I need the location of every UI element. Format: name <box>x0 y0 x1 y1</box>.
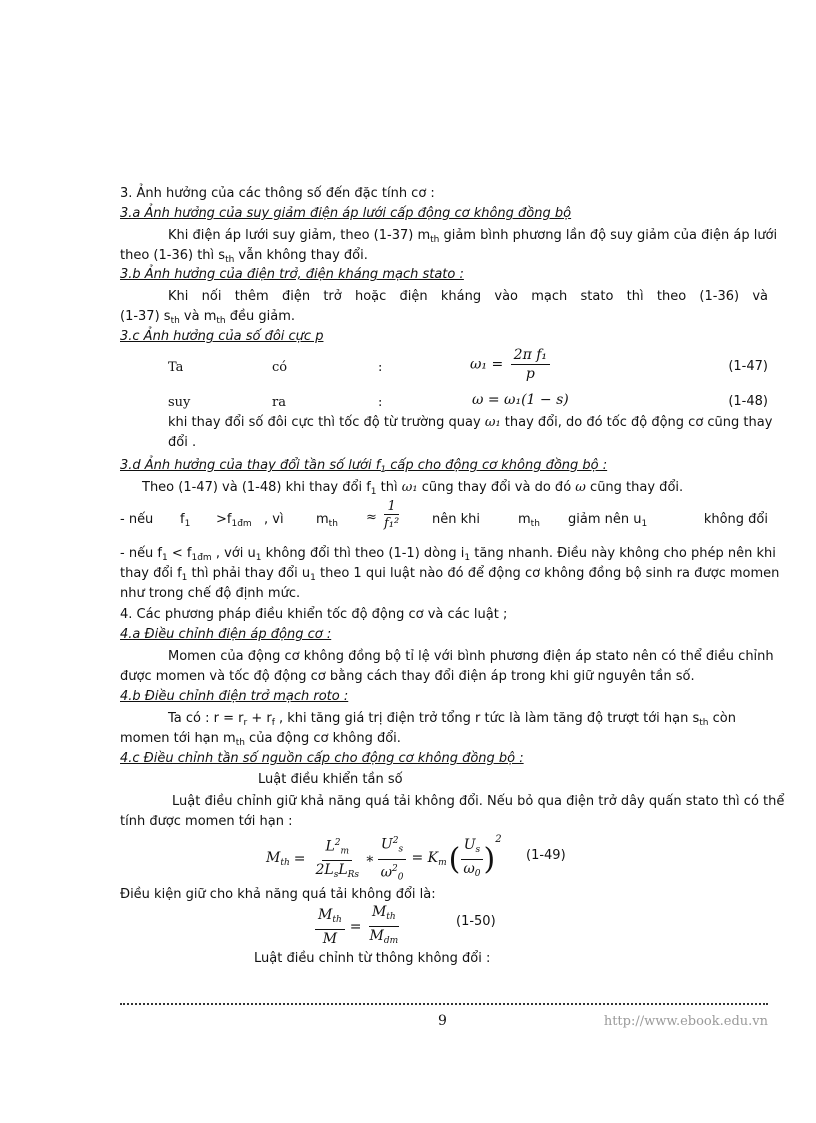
eq-148-colon: : <box>378 395 383 410</box>
subsection-3b-title: 3.b Ảnh hưởng của điện trở, điện kháng mạch stato : <box>120 267 464 282</box>
para-3c-line4: đổi . <box>168 435 197 450</box>
subsection-3c-title: 3.c Ảnh hưởng của số đôi cực p <box>120 329 324 344</box>
subsection-4c-title: 4.c Điều chỉnh tần số nguồn cấp cho động cơ không đồng bộ : <box>120 751 524 766</box>
subheading-flux-law: Luật điều chỉnh từ thông không đổi : <box>254 951 491 966</box>
equation-1-48: ω = ω₁(1 − s) <box>472 392 569 408</box>
para-4a-line1: Momen của động cơ không đồng bộ tỉ lệ với bình phương điện áp stato nên có thể điều chỉnh <box>168 649 774 664</box>
condition-text: Điều kiện giữ cho khả năng quá tải không đổi là: <box>120 887 436 902</box>
para-3d-line5: như trong chế độ định mức. <box>120 586 301 601</box>
subsection-4b-title: 4.b Điều chỉnh điện trở mạch roto : <box>120 689 349 704</box>
eq-147-word-ta: Ta <box>168 360 184 375</box>
equation-number-1-49: (1-49) <box>526 848 566 863</box>
para-3b-line2: (1-37) $s_{th}$ và $m_{th}$ đều giảm. <box>120 309 296 326</box>
para-3d-line3: - nếu $f_1 < f_{1đm}$ , với $u_1$ không đổi thì theo (1-1) dòng $i_1$ tăng nhanh. Điều này không cho phép nên khi <box>120 546 776 563</box>
equation-1-49: $M_{th}$ = $\frac{L^2_m}{2L_sL_{Rs}}$ ∗ $\frac{U^2_s}{\omega^2_0}$ = $K_m$ ( $\frac{U_s}{\omega_0}$ ) $^2$ <box>266 834 502 883</box>
equation-number-1-47: (1-47) <box>728 359 768 374</box>
footer-divider <box>120 1003 768 1005</box>
section-3-heading: 3. Ảnh hưởng của các thông số đến đặc tính cơ : <box>120 186 435 201</box>
para-4b-line2: momen tới hạn $m_{th}$ của động cơ không đổi. <box>120 731 401 748</box>
equation-1-50: $\frac{M_{th}}{M}$ = $\frac{M_{th}}{M_{dm}}$ <box>312 903 404 950</box>
footer-url[interactable]: http://www.ebook.edu.vn <box>603 1014 768 1029</box>
para-3a-line2: theo (1-36) thì $s_{th}$ vẫn không thay đổi. <box>120 248 368 265</box>
subsection-3a-title: 3.a Ảnh hưởng của suy giảm điện áp lưới cấp động cơ không đồng bộ <box>120 206 572 221</box>
equation-number-1-50: (1-50) <box>456 914 496 929</box>
para-3a-line1: Khi điện áp lưới suy giảm, theo (1-37) $m_{th}$ giảm bình phương lần độ suy giảm của điện áp lưới <box>168 228 778 245</box>
eq-148-word-suy: suy <box>168 395 191 410</box>
eq-147-colon: : <box>378 360 383 375</box>
subheading-frequency-law: Luật điều khiển tần số <box>258 772 403 787</box>
subsection-3d-title: 3.d Ảnh hưởng của thay đổi tần số lưới $f_1$ cấp cho động cơ không đồng bộ : <box>120 458 608 475</box>
subsection-4a-title: 4.a Điều chỉnh điện áp động cơ : <box>120 627 332 642</box>
para-4b-line1: Ta có : $r = r_r + r_f$ , khi tăng giá trị điện trở tổng r tức là làm tăng độ trượt tới hạn $s_{th}$ còn <box>168 711 736 728</box>
para-3c-line3: khi thay đổi số đôi cực thì tốc độ từ trường quay ω₁ thay đổi, do đó tốc độ động cơ cũng thay <box>168 415 773 430</box>
para-3d-line1: Theo (1-47) và (1-48) khi thay đổi $f_1$ thì ω₁ cũng thay đổi và do đó ω cũng thay đổi. <box>142 480 684 497</box>
para-3d-line4: thay đổi $f_1$ thì phải thay đổi $u_1$ theo 1 qui luật nào đó để động cơ không đồng bộ sinh ra được momen <box>120 566 780 583</box>
section-4-heading: 4. Các phương pháp điều khiển tốc độ động cơ và các luật ; <box>120 607 508 622</box>
page-number: 9 <box>438 1013 447 1029</box>
equation-number-1-48: (1-48) <box>728 394 768 409</box>
eq-147-word-co: có <box>272 360 288 375</box>
equation-1-47: ω₁ = $\frac{\text{2π f₁}}{p}$ <box>470 346 553 383</box>
para-4c-line1: Luật điều chỉnh giữ khả năng quá tải không đổi. Nếu bỏ qua điện trở dây quấn stato thì có thể <box>172 794 785 809</box>
para-4c-line2: tính được momen tới hạn : <box>120 814 293 829</box>
para-4a-line2: được momen và tốc độ động cơ bằng cách thay đổi điện áp trong khi giữ nguyên tần số. <box>120 669 695 684</box>
para-3b-line1: Khi nối thêm điện trở hoặc điện kháng vào mạch stato thì theo (1-36) và <box>168 289 768 304</box>
eq-148-word-ra: ra <box>272 395 286 410</box>
